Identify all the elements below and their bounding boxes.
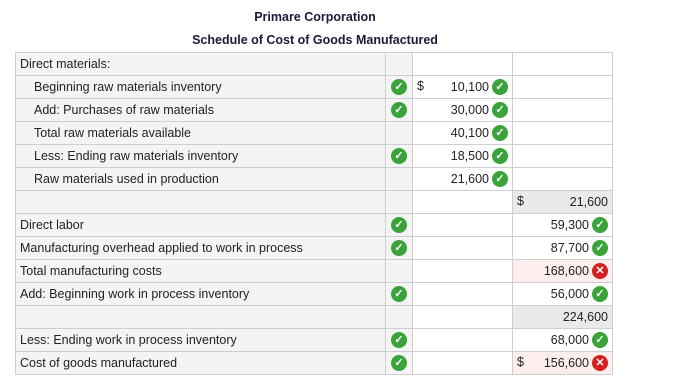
table-row <box>16 260 613 283</box>
table-row <box>16 329 613 352</box>
amount-value: 156,600 <box>543 356 589 370</box>
row-label[interactable]: Beginning raw materials inventory <box>16 76 386 99</box>
check-circle-icon: ✓ <box>391 79 407 95</box>
right-amount-cell <box>513 145 613 168</box>
row-label[interactable]: Total raw materials available <box>16 122 386 145</box>
amount-value: 56,000 <box>550 287 589 301</box>
label-check-cell <box>386 237 413 260</box>
row-label: Direct materials: <box>16 53 386 76</box>
middle-amount-cell[interactable] <box>413 76 513 99</box>
middle-amount-cell <box>413 283 513 306</box>
row-label[interactable]: Manufacturing overhead applied to work in process <box>16 237 386 260</box>
table-row <box>16 283 613 306</box>
middle-amount-cell <box>413 329 513 352</box>
amount-value: 18,500 <box>450 149 489 163</box>
amount-value: 87,700 <box>550 241 589 255</box>
label-check-cell <box>386 283 413 306</box>
x-circle-icon: ✕ <box>592 355 608 371</box>
amount-value: 224,600 <box>562 310 608 325</box>
check-circle-icon: ✓ <box>592 286 608 302</box>
x-circle-icon: ✕ <box>592 263 608 279</box>
dollar-sign: $ <box>417 79 424 93</box>
table-row <box>16 122 613 145</box>
row-label[interactable]: Less: Ending work in process inventory <box>16 329 386 352</box>
check-circle-icon: ✓ <box>391 240 407 256</box>
check-circle-icon: ✓ <box>391 148 407 164</box>
table-row <box>16 352 613 375</box>
right-amount-cell[interactable] <box>513 260 613 283</box>
check-circle-icon: ✓ <box>492 79 508 95</box>
label-check-cell <box>386 76 413 99</box>
dollar-sign: $ <box>517 194 524 208</box>
right-amount-cell[interactable] <box>513 283 613 306</box>
right-amount-cell <box>513 53 613 76</box>
table-row <box>16 145 613 168</box>
amount-value: 21,600 <box>450 172 489 186</box>
row-label[interactable]: Raw materials used in production <box>16 168 386 191</box>
label-check-cell <box>386 168 413 191</box>
row-label[interactable]: Direct labor <box>16 214 386 237</box>
right-amount-cell[interactable] <box>513 237 613 260</box>
table-row <box>16 237 613 260</box>
middle-amount-cell[interactable] <box>413 168 513 191</box>
row-label[interactable]: Less: Ending raw materials inventory <box>16 145 386 168</box>
check-circle-icon: ✓ <box>592 240 608 256</box>
right-amount-cell <box>513 76 613 99</box>
table-row <box>16 76 613 99</box>
check-circle-icon: ✓ <box>592 332 608 348</box>
right-amount-cell[interactable] <box>513 306 613 329</box>
company-name: Primare Corporation <box>254 10 376 24</box>
check-circle-icon: ✓ <box>592 217 608 233</box>
amount-value: 30,000 <box>450 103 489 117</box>
right-amount-cell[interactable] <box>513 329 613 352</box>
label-check-cell <box>386 145 413 168</box>
middle-amount-cell <box>413 53 513 76</box>
middle-amount-cell <box>413 306 513 329</box>
amount-value: 40,100 <box>450 126 489 140</box>
check-circle-icon: ✓ <box>391 102 407 118</box>
label-check-cell <box>386 99 413 122</box>
middle-amount-cell[interactable] <box>413 145 513 168</box>
amount-value: 21,600 <box>569 195 608 210</box>
row-label[interactable]: Cost of goods manufactured <box>16 352 386 375</box>
label-check-cell <box>386 214 413 237</box>
schedule-title: Schedule of Cost of Goods Manufactured <box>192 33 438 47</box>
dollar-sign: $ <box>517 355 524 369</box>
check-circle-icon: ✓ <box>492 171 508 187</box>
check-circle-icon: ✓ <box>391 217 407 233</box>
row-label <box>16 306 386 329</box>
check-circle-icon: ✓ <box>492 102 508 118</box>
middle-amount-cell <box>413 237 513 260</box>
right-amount-cell <box>513 99 613 122</box>
table-row <box>16 214 613 237</box>
check-circle-icon: ✓ <box>391 286 407 302</box>
row-label <box>16 191 386 214</box>
label-check-cell <box>386 191 413 214</box>
middle-amount-cell <box>413 260 513 283</box>
label-check-cell <box>386 122 413 145</box>
check-circle-icon: ✓ <box>492 148 508 164</box>
amount-value: 10,100 <box>450 80 489 94</box>
table-row <box>16 168 613 191</box>
table-row <box>16 53 613 76</box>
table-row <box>16 306 613 329</box>
label-check-cell <box>386 306 413 329</box>
label-check-cell <box>386 329 413 352</box>
right-amount-cell[interactable] <box>513 191 613 214</box>
label-check-cell <box>386 352 413 375</box>
row-label[interactable]: Add: Purchases of raw materials <box>16 99 386 122</box>
right-amount-cell[interactable] <box>513 214 613 237</box>
amount-value: 168,600 <box>543 264 589 278</box>
middle-amount-cell <box>413 352 513 375</box>
check-circle-icon: ✓ <box>391 332 407 348</box>
schedule-table <box>15 52 613 375</box>
row-label[interactable]: Total manufacturing costs <box>16 260 386 283</box>
amount-value: 68,000 <box>550 333 589 347</box>
right-amount-cell[interactable] <box>513 352 613 375</box>
row-label[interactable]: Add: Beginning work in process inventory <box>16 283 386 306</box>
check-circle-icon: ✓ <box>391 355 407 371</box>
right-amount-cell <box>513 122 613 145</box>
amount-value: 59,300 <box>550 218 589 232</box>
table-row <box>16 99 613 122</box>
middle-amount-cell[interactable] <box>413 99 513 122</box>
table-row <box>16 191 613 214</box>
middle-amount-cell <box>413 214 513 237</box>
middle-amount-cell[interactable] <box>413 122 513 145</box>
check-circle-icon: ✓ <box>492 125 508 141</box>
right-amount-cell <box>513 168 613 191</box>
middle-amount-cell <box>413 191 513 214</box>
label-check-cell <box>386 53 413 76</box>
label-check-cell <box>386 260 413 283</box>
